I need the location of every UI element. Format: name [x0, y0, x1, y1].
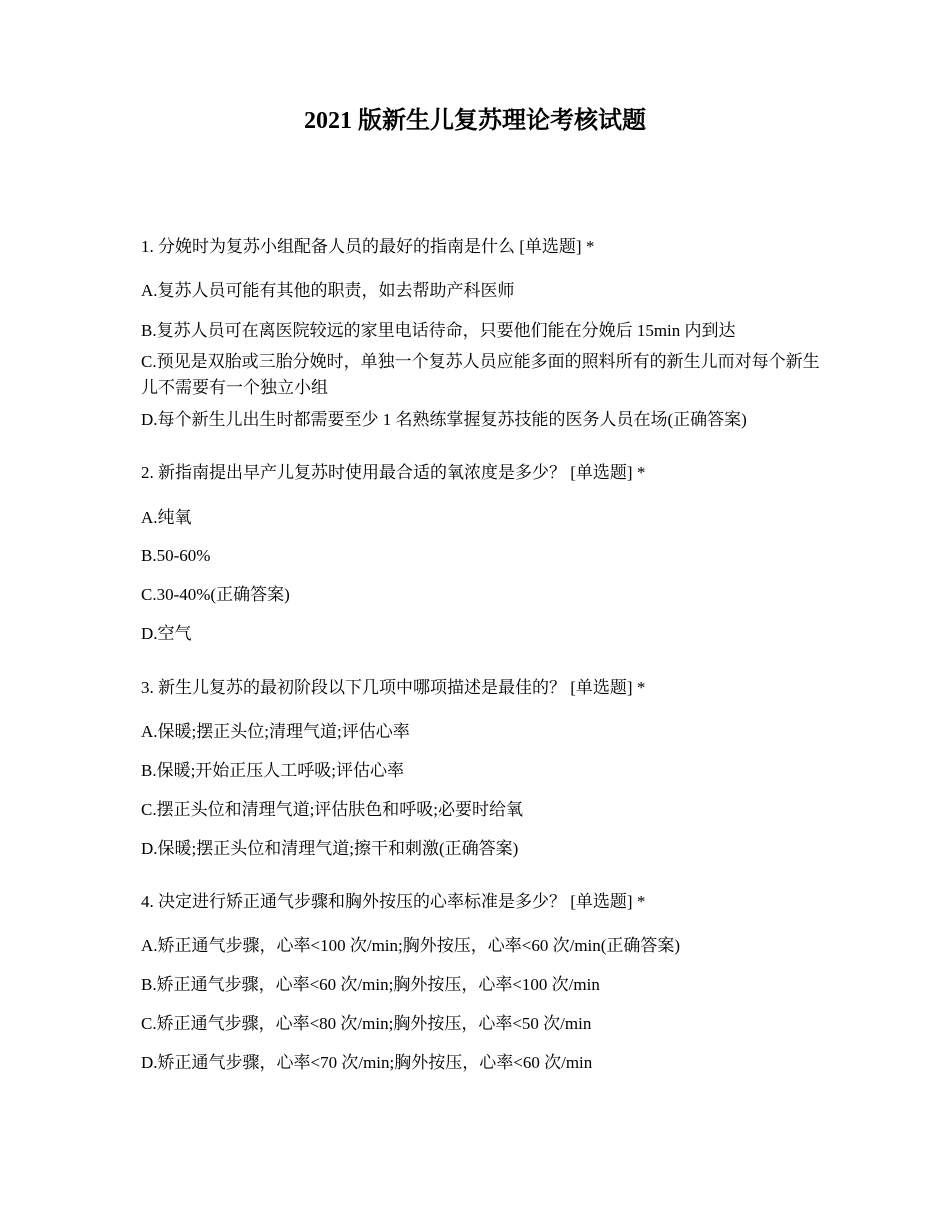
- question-4-stem: 4. 决定进行矫正通气步骤和胸外按压的心率标准是多少？ [单选题] *: [141, 892, 646, 911]
- question-1-stem: 1. 分娩时为复苏小组配备人员的最好的指南是什么 [单选题] *: [141, 237, 595, 256]
- question-3-option-b: B.保暖;开始正压人工呼吸;评估心率: [141, 761, 405, 780]
- question-3-option-d: D.保暖;摆正头位和清理气道;擦干和刺激(正确答案): [141, 839, 519, 858]
- question-4-option-d: D.矫正通气步骤，心率<70 次/min;胸外按压，心率<60 次/min: [141, 1053, 593, 1072]
- question-2-option-b: B.50-60%: [141, 546, 211, 565]
- question-4-option-c: C.矫正通气步骤，心率<80 次/min;胸外按压，心率<50 次/min: [141, 1014, 592, 1033]
- question-3-option-c: C.摆正头位和清理气道;评估肤色和呼吸;必要时给氧: [141, 800, 524, 819]
- question-1-option-b: B.复苏人员可在离医院较远的家里电话待命，只要他们能在分娩后 15min 内到达: [141, 321, 736, 340]
- question-2-option-c: C.30-40%(正确答案): [141, 585, 290, 604]
- question-4-option-a: A.矫正通气步骤，心率<100 次/min;胸外按压，心率<60 次/min(正确答案): [141, 936, 681, 955]
- question-3-option-a: A.保暖;摆正头位;清理气道;评估心率: [141, 722, 410, 741]
- question-1-option-d: D.每个新生儿出生时都需要至少 1 名熟练掌握复苏技能的医务人员在场(正确答案): [141, 410, 747, 429]
- question-2-option-a: A.纯氧: [141, 508, 192, 527]
- question-2-option-d: D.空气: [141, 624, 192, 643]
- question-1-option-c: C.预见是双胎或三胎分娩时，单独一个复苏人员应能多面的照料所有的新生儿而对每个新生儿不需要有一个独立小组: [141, 352, 820, 397]
- question-4-option-b: B.矫正通气步骤，心率<60 次/min;胸外按压，心率<100 次/min: [141, 975, 600, 994]
- question-2-stem: 2. 新指南提出早产儿复苏时使用最合适的氧浓度是多少？ [单选题] *: [141, 463, 646, 482]
- question-3-stem: 3. 新生儿复苏的最初阶段以下几项中哪项描述是最佳的？ [单选题] *: [141, 678, 646, 697]
- document-title: 2021 版新生儿复苏理论考核试题: [304, 108, 646, 134]
- question-1-option-a: A.复苏人员可能有其他的职责，如去帮助产科医师: [141, 281, 515, 300]
